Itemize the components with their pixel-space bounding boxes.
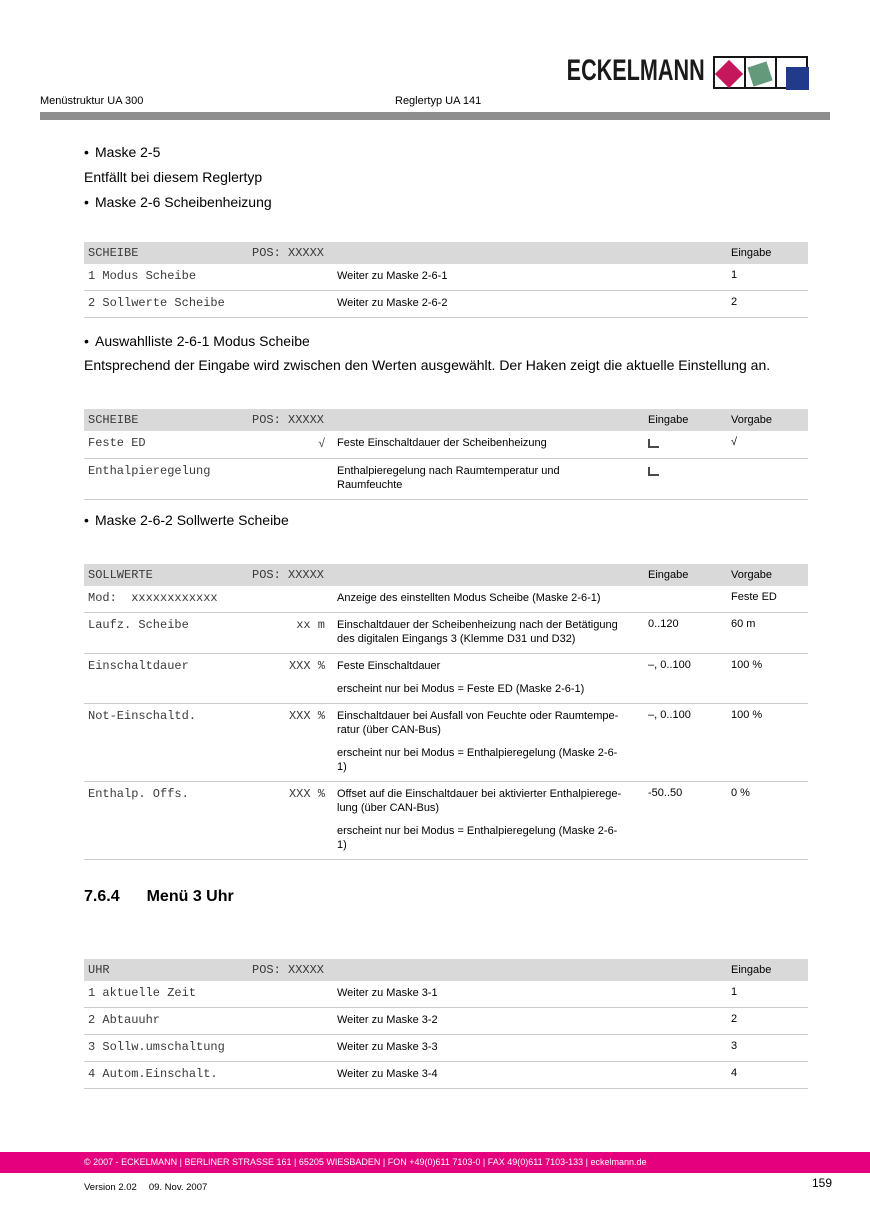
version-line xyxy=(84,1182,207,1193)
table-header-row xyxy=(84,564,808,586)
table-title: SCHEIBE xyxy=(88,413,139,427)
logo-box-2 xyxy=(744,56,777,89)
doc-header-right: Reglertyp UA 141 xyxy=(395,95,482,107)
row-label: Laufz. Scheibe xyxy=(88,618,189,632)
row-label: 2 Abtauuhr xyxy=(88,1013,161,1027)
row-label: 4 Autom.Einschalt. xyxy=(88,1067,218,1081)
row-label: Not-Einschaltd. xyxy=(88,709,197,723)
bullet-maske-2-6 xyxy=(84,194,272,210)
row-label: 1 aktuelle Zeit xyxy=(88,986,197,1000)
table-row xyxy=(84,1062,808,1089)
row-description: Feste Einschaltdauer erscheint nur bei Modus = Feste ED (Maske 2-6-1) xyxy=(337,660,585,695)
table-row xyxy=(84,459,808,500)
row-label: 1 Modus Scheibe xyxy=(88,269,197,283)
col-eingabe: Eingabe xyxy=(731,964,772,976)
row-label: Enthalp. Offs. xyxy=(88,787,189,801)
logo-wordmark: ECKELMANN xyxy=(566,54,705,87)
row-vorgabe: 100 % xyxy=(731,709,763,721)
table-row xyxy=(84,291,808,318)
row-eingabe: 3 xyxy=(731,1040,738,1052)
row-description: Enthalpieregelung nach Raumtemperatur und Raumfeuchte xyxy=(337,465,560,491)
table-row xyxy=(84,264,808,291)
table-row xyxy=(84,613,808,654)
row-vorgabe: √ xyxy=(731,436,738,448)
row-eingabe: 4 xyxy=(731,1067,738,1079)
row-label: Mod: xxxxxxxxxxxx xyxy=(88,591,218,605)
row-vorgabe: Feste ED xyxy=(731,591,777,603)
row-vorgabe: 100 % xyxy=(731,659,763,671)
col-vorgabe: Vorgabe xyxy=(731,414,772,426)
section-heading xyxy=(84,888,234,906)
row-eingabe xyxy=(648,464,731,479)
table-uhr-menu xyxy=(84,959,808,1089)
row-value: XXX % xyxy=(288,709,325,723)
bullet-icon: • xyxy=(84,333,89,349)
page-number: 159 xyxy=(811,1176,832,1190)
row-value: xx m xyxy=(296,618,325,632)
row-eingabe: -50..50 xyxy=(648,787,683,799)
section-number: 7.6.4 xyxy=(84,888,120,905)
table-row xyxy=(84,654,808,704)
enter-icon xyxy=(648,467,659,476)
bullet-maske-2-5 xyxy=(84,144,160,160)
table-pos: POS: XXXXX xyxy=(252,568,325,582)
row-description: Einschaltdauer der Scheibenheizung nach der Betätigung des digitalen Eingangs 3 (Klemme D31 und D32) xyxy=(337,619,618,645)
table-row xyxy=(84,782,808,860)
eckelmann-logo-icon xyxy=(713,56,808,89)
table-row xyxy=(84,704,808,782)
table-row xyxy=(84,1008,808,1035)
row-description: Weiter zu Maske 3-4 xyxy=(337,1068,438,1080)
note-entsprechend: Entsprechend der Eingabe wird zwischen den Werten ausgewählt. Der Haken zeigt die aktuelle Einstellung an. xyxy=(84,357,771,373)
row-vorgabe: 60 m xyxy=(731,618,756,630)
table-header-row xyxy=(84,242,808,264)
row-description: Offset auf die Einschaltdauer bei aktivierter Enthalpieregelung (über CAN-Bus) erscheint nur bei Modus = Enthalpieregelung (Maske 2-6-1) xyxy=(337,788,622,851)
check-icon: √ xyxy=(318,436,325,450)
table-header-row xyxy=(84,409,808,431)
row-description: Weiter zu Maske 2-6-2 xyxy=(337,297,448,309)
row-description: Weiter zu Maske 2-6-1 xyxy=(337,270,448,282)
logo-green-square-icon xyxy=(747,61,772,86)
row-description: Feste Einschaltdauer der Scheibenheizung xyxy=(337,437,547,449)
row-eingabe: 1 xyxy=(731,269,738,281)
logo-box-1 xyxy=(713,56,746,89)
table-title: SOLLWERTE xyxy=(88,568,153,582)
table-modus-scheibe xyxy=(84,409,808,500)
row-value: XXX % xyxy=(288,787,325,801)
bullet-label: Maske 2-6 Scheibenheizung xyxy=(95,194,272,210)
table-pos: POS: XXXXX xyxy=(252,963,325,977)
row-eingabe: 2 xyxy=(731,1013,738,1025)
table-row xyxy=(84,431,808,459)
row-label: 3 Sollw.umschaltung xyxy=(88,1040,225,1054)
col-eingabe: Eingabe xyxy=(731,247,772,259)
row-eingabe: 2 xyxy=(731,296,738,308)
bullet-icon: • xyxy=(84,512,89,528)
row-eingabe xyxy=(648,436,731,451)
table-pos: POS: XXXXX xyxy=(252,246,325,260)
row-eingabe: –, 0..100 xyxy=(648,659,691,671)
table-row xyxy=(84,981,808,1008)
row-description: Einschaltdauer bei Ausfall von Feuchte oder Raumtemperatur (über CAN-Bus) erscheint nur bei Modus = Enthalpieregelung (Maske 2-6-1) xyxy=(337,710,619,773)
table-header-row xyxy=(84,959,808,981)
logo-red-diamond-icon xyxy=(715,60,743,88)
version-label: Version 2.02 xyxy=(84,1182,137,1193)
row-eingabe: 0..120 xyxy=(648,618,679,630)
col-eingabe: Eingabe xyxy=(648,569,689,581)
row-eingabe: –, 0..100 xyxy=(648,709,691,721)
bullet-icon: • xyxy=(84,144,89,160)
row-label: 2 Sollwerte Scheibe xyxy=(88,296,225,310)
row-label: Enthalpieregelung xyxy=(88,464,211,478)
col-eingabe: Eingabe xyxy=(648,414,689,426)
row-label: Einschaltdauer xyxy=(88,659,189,673)
logo-blue-square-icon xyxy=(786,67,809,90)
row-description: Anzeige des einstellten Modus Scheibe (Maske 2-6-1) xyxy=(337,592,601,604)
row-eingabe: 1 xyxy=(731,986,738,998)
row-description: Weiter zu Maske 3-3 xyxy=(337,1041,438,1053)
bullet-label: Auswahlliste 2-6-1 Modus Scheibe xyxy=(95,333,310,349)
row-description: Weiter zu Maske 3-2 xyxy=(337,1014,438,1026)
bullet-maske-2-6-2 xyxy=(84,512,289,528)
table-scheibe-menu xyxy=(84,242,808,318)
bullet-label: Maske 2-5 xyxy=(95,144,161,160)
note-entfaellt: Entfällt bei diesem Reglertyp xyxy=(84,169,263,185)
enter-icon xyxy=(648,439,659,448)
row-vorgabe: 0 % xyxy=(731,787,750,799)
section-title: Menü 3 Uhr xyxy=(146,888,234,905)
row-description: Weiter zu Maske 3-1 xyxy=(337,987,438,999)
table-row xyxy=(84,1035,808,1062)
bullet-auswahlliste-2-6-1 xyxy=(84,333,310,349)
header-divider-bar xyxy=(40,112,830,120)
table-sollwerte-scheibe xyxy=(84,564,808,860)
version-date: 09. Nov. 2007 xyxy=(148,1182,208,1193)
doc-header-left: Menüstruktur UA 300 xyxy=(40,95,144,107)
logo-box-3 xyxy=(775,56,808,89)
table-title: SCHEIBE xyxy=(88,246,139,260)
table-title: UHR xyxy=(88,963,110,977)
table-pos: POS: XXXXX xyxy=(252,413,325,427)
table-row xyxy=(84,586,808,613)
row-value: XXX % xyxy=(288,659,325,673)
col-vorgabe: Vorgabe xyxy=(731,569,772,581)
bullet-label: Maske 2-6-2 Sollwerte Scheibe xyxy=(95,512,289,528)
row-label: Feste ED xyxy=(88,436,146,450)
bullet-icon: • xyxy=(84,194,89,210)
footer-address-bar: © 2007 - ECKELMANN | BERLINER STRASSE 161 | 65205 WIESBADEN | FON +49(0)611 7103-0 | FAX 49(0)611 7103-133 | eckelmann.de xyxy=(0,1152,870,1173)
